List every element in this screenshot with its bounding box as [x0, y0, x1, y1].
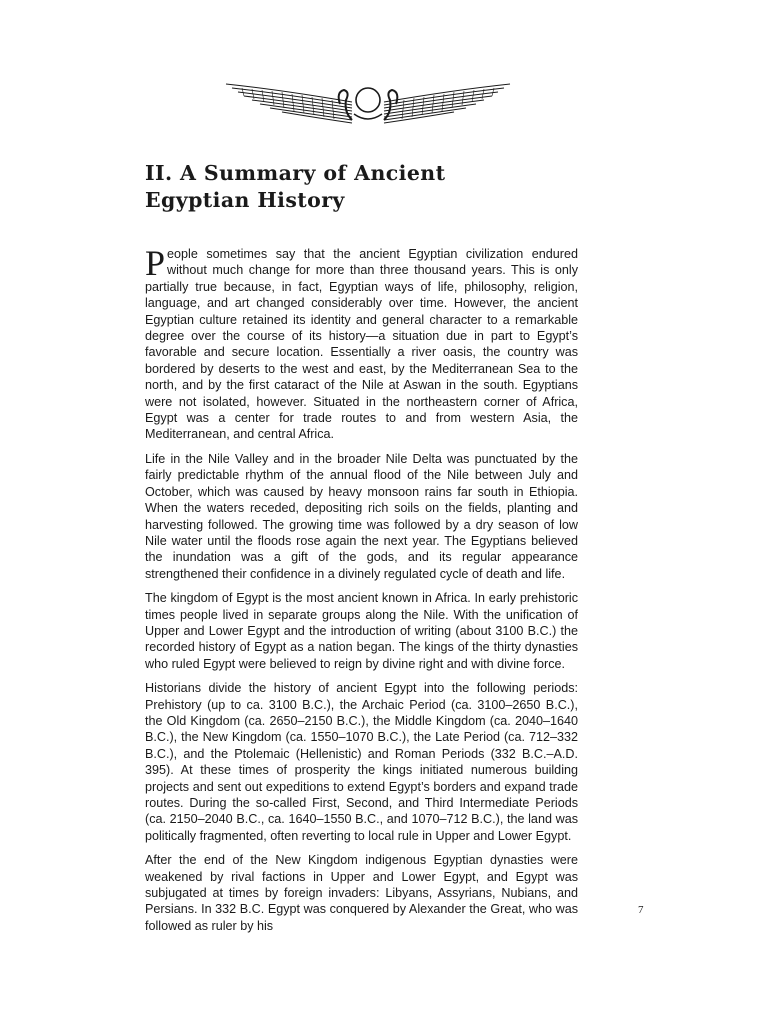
- paragraph-4: Historians divide the history of ancient Egypt into the following periods: Prehistory (up to ca. 3100 B.C.), the Archaic Period (ca. 3100–2650 B.C.), the Old Kingdom (ca. 2650–2150 B.C.), the Middle Kingdom (ca. 2040–1640 B.C.), the New Kingdom (ca. 1550–1070 B.C.), the Late Period (ca. 712–332 B.C.), and the Ptolemaic (Hellenistic) and Roman Periods (332 B.C.–A.D. 395). At these times of prosperity the kings initiated numerous building projects and sent out expeditions to extend Egypt’s borders and expand trade routes. During the so-called First, Second, and Third Intermediate Periods (ca. 2150–2040 B.C., ca. 1640–1550 B.C., and 1070–712 B.C.), the land was politically fragmented, often reverting to local rule in Upper and Lower Egypt.: [145, 681, 578, 843]
- paragraph-3: The kingdom of Egypt is the most ancient known in Africa. In early prehistoric times people lived in separate groups along the Nile. With the unification of Upper and Lower Egypt and the introduction of writing (about 3100 B.C.) the recorded history of Egypt as a nation began. The kings of the thirty dynasties who ruled Egypt were believed to reign by divine right and with divine force.: [145, 591, 578, 671]
- chapter-title-line-1: II. A Summary of Ancient: [145, 161, 446, 185]
- chapter-title: [145, 160, 585, 214]
- paragraph-1: [145, 243, 578, 443]
- paragraph-2: Life in the Nile Valley and in the broader Nile Delta was punctuated by the fairly predictable rhythm of the annual flood of the Nile between July and October, which was caused by heavy monsoon rains far south in Ethiopia. When the waters receded, depositing rich soils on the fields, planting and harvesting followed. The growing time was followed by a dry season of low Nile water until the floods rose again the next year. The Egyptians believed the inundation was a gift of the gods, and its regular appearance strengthened their confidence in a divinely regulated cycle of death and life.: [145, 451, 578, 581]
- body-text: [145, 243, 578, 942]
- drop-cap: P: [145, 243, 166, 283]
- page-number: 7: [638, 904, 644, 916]
- winged-sun-disk-icon: [222, 78, 514, 126]
- paragraph-5: After the end of the New Kingdom indigenous Egyptian dynasties were weakened by rival factions in Upper and Lower Egypt, and Egypt was subjugated at times by foreign invaders: Libyans, Assyrians, Nubians, and Persians. In 332 B.C. Egypt was conquered by Alexander the Great, who was followed as ruler by his: [145, 853, 578, 933]
- chapter-title-line-2: Egyptian History: [145, 188, 345, 212]
- paragraph-1-text: eople sometimes say that the ancient Egyptian civilization endured without much change for more than three thousand years. This is only partially true because, in fact, Egyptian ways of life, philosophy, religion, language, and art changed considerably over time. However, the ancient Egyptian culture retained its identity and general character to a remarkable degree over the course of its history—a situation due in part to Egypt’s favorable and secure location. Essentially a river oasis, the country was bordered by deserts to the west and east, by the Mediterranean Sea to the north, and by the first cataract of the Nile at Aswan in the south. Egyptians were not isolated, however. Situated in the northeastern corner of Africa, Egypt was a center for trade routes to and from western Asia, the Mediterranean, and central Africa.: [145, 247, 578, 442]
